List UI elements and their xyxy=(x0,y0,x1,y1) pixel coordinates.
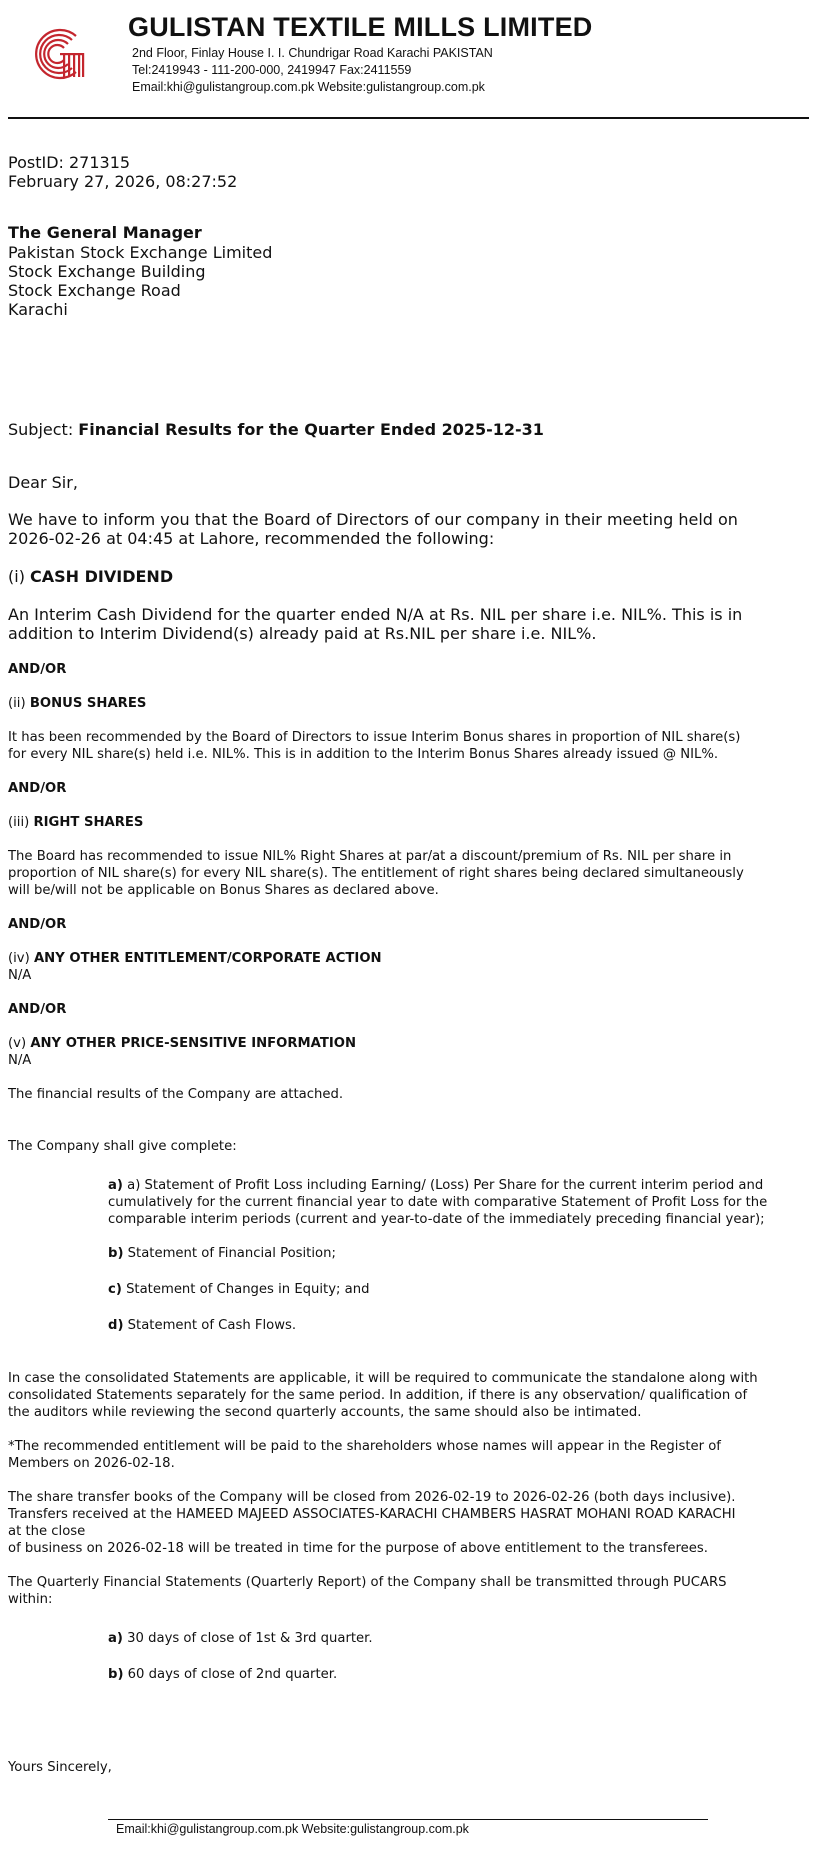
statement-item-d xyxy=(108,1318,296,1335)
item-label: d) xyxy=(108,1318,124,1333)
transfer-books-line: The share transfer books of the Company will be closed from 2026-02-19 to 2026-02-26 (both days inclusive). xyxy=(8,1490,736,1505)
company-address: 2nd Floor, Finlay House I. I. Chundrigar Road Karachi PAKISTAN xyxy=(132,46,493,60)
recipient-line: Stock Exchange Road xyxy=(8,281,181,300)
item-label: a) xyxy=(108,1631,123,1646)
item-text: 60 days of close of 2nd quarter. xyxy=(127,1667,338,1682)
company-contact: Email:khi@gulistangroup.com.pk Website:gulistangroup.com.pk xyxy=(132,80,485,94)
statement-item-c xyxy=(108,1282,369,1299)
bonus-shares-line: for every NIL share(s) held i.e. NIL%. This is in addition to the Interim Bonus Shares already issued @ NIL%. xyxy=(8,747,719,762)
price-sensitive-value: N/A xyxy=(8,1053,32,1068)
cash-dividend-heading xyxy=(8,567,173,586)
footer-divider xyxy=(108,1819,708,1820)
transfer-books-line: Transfers received at the HAMEED MAJEED ASSOCIATES-KARACHI CHAMBERS HASRAT MOHANI ROAD KARACHI xyxy=(8,1507,736,1522)
section-number: (ii) xyxy=(8,696,26,711)
transfer-books-line: of business on 2026-02-18 will be treated in time for the purpose of above entitlement to the transferees. xyxy=(8,1541,708,1556)
other-entitlement-heading xyxy=(8,951,382,968)
item-text: 30 days of close of 1st & 3rd quarter. xyxy=(127,1631,373,1646)
intro-line: We have to inform you that the Board of Directors of our company in their meeting held on xyxy=(8,510,738,529)
item-label: c) xyxy=(108,1282,122,1297)
right-shares-line: will be/will not be applicable on Bonus Shares as declared above. xyxy=(8,883,439,898)
right-shares-line: The Board has recommended to issue NIL% Right Shares at par/at a discount/premium of Rs. NIL per share in xyxy=(8,849,732,864)
quarterly-line: The Quarterly Financial Statements (Quarterly Report) of the Company shall be transmitted through PUCARS xyxy=(8,1575,727,1590)
company-logo xyxy=(30,26,86,82)
cash-dividend-line: An Interim Cash Dividend for the quarter ended N/A at Rs. NIL per share i.e. NIL%. This is in xyxy=(8,605,743,624)
subject xyxy=(8,420,544,439)
statement-item-a xyxy=(108,1178,763,1195)
price-sensitive-heading xyxy=(8,1036,356,1053)
section-number: (iii) xyxy=(8,815,30,830)
right-shares-line: proportion of NIL share(s) for every NIL share(s). The entitlement of right shares being declared simultaneously xyxy=(8,866,744,881)
post-date: February 27, 2026, 08:27:52 xyxy=(8,172,238,191)
item-label: b) xyxy=(108,1246,124,1261)
subject-label: Subject: xyxy=(8,420,74,439)
and-or-separator: AND/OR xyxy=(8,917,67,932)
consolidated-line: consolidated Statements separately for the same period. In addition, if there is any observation/ qualification of xyxy=(8,1388,748,1403)
statement-item-b xyxy=(108,1246,336,1263)
deadline-item-b xyxy=(108,1667,337,1684)
results-attached-note: The financial results of the Company are attached. xyxy=(8,1087,344,1102)
section-number: (v) xyxy=(8,1036,27,1051)
and-or-separator: AND/OR xyxy=(8,1002,67,1017)
and-or-separator: AND/OR xyxy=(8,781,67,796)
company-phone: Tel:2419943 - 111-200-000, 2419947 Fax:2411559 xyxy=(132,63,412,77)
other-entitlement-value: N/A xyxy=(8,968,32,983)
recipient-line: Karachi xyxy=(8,300,68,319)
salutation: Dear Sir, xyxy=(8,473,78,492)
post-id: PostID: 271315 xyxy=(8,153,131,172)
section-title: RIGHT SHARES xyxy=(33,815,144,830)
entitlement-note-line: *The recommended entitlement will be paid to the shareholders whose names will appear in the Register of xyxy=(8,1439,721,1454)
section-number: (iv) xyxy=(8,951,30,966)
section-title: BONUS SHARES xyxy=(29,696,147,711)
subject-text: Financial Results for the Quarter Ended 2025-12-31 xyxy=(78,420,544,439)
item-text: Statement of Changes in Equity; and xyxy=(126,1282,370,1297)
item-label: b) xyxy=(108,1667,124,1682)
closing-signoff: Yours Sincerely, xyxy=(8,1760,112,1775)
item-text: Statement of Cash Flows. xyxy=(127,1318,297,1333)
item-label: a) xyxy=(108,1178,123,1193)
recipient-line: Stock Exchange Building xyxy=(8,262,206,281)
statement-item-a-cont: cumulatively for the current financial year to date with comparative Statement of Profit Loss for the xyxy=(108,1195,768,1210)
item-text: Statement of Financial Position; xyxy=(127,1246,336,1261)
section-title: ANY OTHER ENTITLEMENT/CORPORATE ACTION xyxy=(33,951,382,966)
header-divider xyxy=(8,117,809,119)
recipient-title: The General Manager xyxy=(8,223,202,242)
cash-dividend-line: addition to Interim Dividend(s) already paid at Rs.NIL per share i.e. NIL%. xyxy=(8,624,597,643)
bonus-shares-heading xyxy=(8,696,146,713)
footer-contact: Email:khi@gulistangroup.com.pk Website:gulistangroup.com.pk xyxy=(116,1822,469,1836)
and-or-separator: AND/OR xyxy=(8,662,67,677)
section-number: (i) xyxy=(8,567,25,586)
consolidated-line: In case the consolidated Statements are applicable, it will be required to communicate the standalone along with xyxy=(8,1371,758,1386)
consolidated-line: the auditors while reviewing the second quarterly accounts, the same should also be intimated. xyxy=(8,1405,642,1420)
section-title: ANY OTHER PRICE-SENSITIVE INFORMATION xyxy=(30,1036,357,1051)
company-name: GULISTAN TEXTILE MILLS LIMITED xyxy=(128,12,593,42)
item-text: a) Statement of Profit Loss including Earning/ (Loss) Per Share for the current interim period and xyxy=(127,1178,764,1193)
recipient-line: Pakistan Stock Exchange Limited xyxy=(8,243,273,262)
bonus-shares-line: It has been recommended by the Board of Directors to issue Interim Bonus shares in proportion of NIL share(s) xyxy=(8,730,741,745)
complete-intro: The Company shall give complete: xyxy=(8,1139,237,1154)
intro-line: 2026-02-26 at 04:45 at Lahore, recommended the following: xyxy=(8,529,495,548)
statement-item-a-cont: comparable interim periods (current and year-to-date of the immediately preceding financial year); xyxy=(108,1212,765,1227)
quarterly-line: within: xyxy=(8,1592,53,1607)
deadline-item-a xyxy=(108,1631,373,1648)
right-shares-heading xyxy=(8,815,143,832)
transfer-books-line: at the close xyxy=(8,1524,86,1539)
section-title: CASH DIVIDEND xyxy=(30,567,174,586)
entitlement-note-line: Members on 2026-02-18. xyxy=(8,1456,175,1471)
